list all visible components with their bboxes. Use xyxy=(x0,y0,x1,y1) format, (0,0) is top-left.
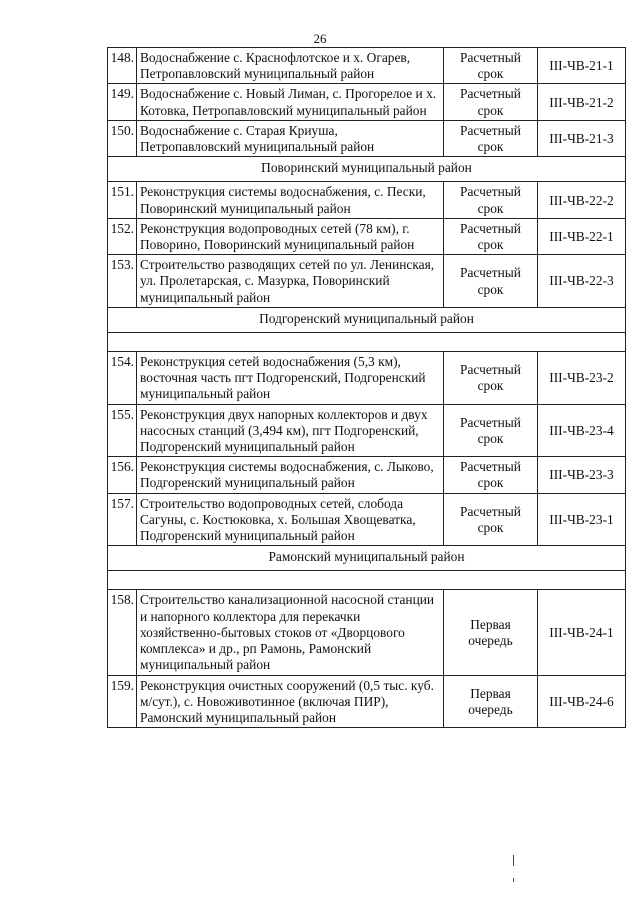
project-code: III-ЧВ-24-6 xyxy=(538,675,626,728)
project-code: III-ЧВ-22-2 xyxy=(538,182,626,218)
project-term-text: Расчетный срок xyxy=(460,265,521,297)
project-name: Водоснабжение с. Краснофлотское и х. Огарев, Петропавловский муниципальный район xyxy=(137,48,444,84)
table-row xyxy=(108,218,626,254)
row-number: 155. xyxy=(108,404,137,457)
project-name: Реконструкция водопроводных сетей (78 км), г. Поворино, Поворинский муниципальный район xyxy=(137,218,444,254)
project-name: Реконструкция сетей водоснабжения (5,3 км), восточная часть пгт Подгоренский, Подгоренский муниципальный район xyxy=(137,352,444,405)
row-number: 149. xyxy=(108,84,137,120)
row-number: 158. xyxy=(108,590,137,675)
table-row xyxy=(108,675,626,728)
project-term xyxy=(444,457,538,493)
project-term-text: Расчетный срок xyxy=(460,184,521,216)
project-term xyxy=(444,493,538,546)
project-term xyxy=(444,590,538,675)
section-title: Подгоренский муниципальный район xyxy=(108,307,626,332)
project-name: Строительство водопроводных сетей, слобода Сагуны, с. Костюковка, х. Большая Хвощеватка, Подгоренский муниципальный район xyxy=(137,493,444,546)
scan-mark xyxy=(513,855,514,866)
table-row xyxy=(108,255,626,308)
project-code: III-ЧВ-23-1 xyxy=(538,493,626,546)
project-term-text: Расчетный срок xyxy=(460,122,521,155)
project-term xyxy=(444,352,538,405)
project-term-text: Расчетный срок xyxy=(460,459,521,491)
project-code: III-ЧВ-23-2 xyxy=(538,352,626,405)
section-title: Рамонский муниципальный район xyxy=(108,546,626,571)
project-name: Реконструкция очистных сооружений (0,5 тыс. куб. м/сут.), с. Новоживотинное (включая ПИР), Рамонский муниципальный район xyxy=(137,675,444,728)
project-term-text: Расчетный срок xyxy=(460,220,521,253)
project-term-text: Расчетный срок xyxy=(460,86,521,118)
project-term-text: Расчетный срок xyxy=(460,50,521,82)
project-term xyxy=(444,120,538,156)
row-number: 151. xyxy=(108,182,137,218)
project-term xyxy=(444,675,538,728)
table-row xyxy=(108,493,626,546)
project-term-text: Первая очередь xyxy=(468,616,513,648)
project-code: III-ЧВ-21-3 xyxy=(538,120,626,156)
table-row xyxy=(108,352,626,405)
page-number: 26 xyxy=(313,31,327,46)
section-title: Поворинский муниципальный район xyxy=(108,157,626,182)
project-term-text: Расчетный срок xyxy=(460,503,521,535)
section-row xyxy=(108,307,626,332)
project-name: Строительство канализационной насосной станции и напорного коллектора для перекачки хозяйственно-бытовых стоков от «Дворцового комплекса» и др., рп Рамонь, Рамонский муниципальный район xyxy=(137,590,444,675)
table-row xyxy=(108,120,626,156)
project-name: Реконструкция системы водоснабжения, с. Пески, Поворинский муниципальный район xyxy=(137,182,444,218)
row-number: 150. xyxy=(108,120,137,156)
empty-row xyxy=(108,571,626,590)
table-row xyxy=(108,457,626,493)
row-number: 152. xyxy=(108,218,137,254)
table-row xyxy=(108,590,626,675)
project-term xyxy=(444,48,538,84)
empty-cell xyxy=(108,333,626,352)
project-name: Реконструкция двух напорных коллекторов и двух насосных станций (3,494 км), пгт Подгоренский, Подгоренский муниципальный район xyxy=(137,404,444,457)
row-number: 156. xyxy=(108,457,137,493)
row-number: 154. xyxy=(108,352,137,405)
project-name: Водоснабжение с. Новый Лиман, с. Прогорелое и х. Котовка, Петропавловский муниципальный район xyxy=(137,84,444,120)
project-term-text: Первая очередь xyxy=(468,685,513,717)
project-code: III-ЧВ-22-3 xyxy=(538,255,626,308)
row-number: 157. xyxy=(108,493,137,546)
project-term xyxy=(444,182,538,218)
project-code: III-ЧВ-22-1 xyxy=(538,218,626,254)
empty-cell xyxy=(108,571,626,590)
table-row xyxy=(108,404,626,457)
section-row xyxy=(108,157,626,182)
project-term-text: Расчетный срок xyxy=(460,362,521,394)
project-term xyxy=(444,84,538,120)
row-number: 148. xyxy=(108,48,137,84)
project-term-text: Расчетный срок xyxy=(460,414,521,446)
project-name: Реконструкция системы водоснабжения, с. Лыково, Подгоренский муниципальный район xyxy=(137,457,444,493)
projects-table xyxy=(107,47,626,728)
project-code: III-ЧВ-24-1 xyxy=(538,590,626,675)
empty-row xyxy=(108,333,626,352)
row-number: 153. xyxy=(108,255,137,308)
project-name: Водоснабжение с. Старая Криуша, Петропавловский муниципальный район xyxy=(137,120,444,156)
project-code: III-ЧВ-23-4 xyxy=(538,404,626,457)
project-term xyxy=(444,404,538,457)
row-number: 159. xyxy=(108,675,137,728)
projects-table-body xyxy=(108,48,626,728)
table-row xyxy=(108,48,626,84)
table-row xyxy=(108,84,626,120)
project-code: III-ЧВ-23-3 xyxy=(538,457,626,493)
project-term xyxy=(444,255,538,308)
table-row xyxy=(108,182,626,218)
project-name: Строительство разводящих сетей по ул. Ленинская, ул. Пролетарская, с. Мазурка, Поворинский муниципальный район xyxy=(137,255,444,308)
scan-mark xyxy=(513,878,514,882)
section-row xyxy=(108,546,626,571)
project-code: III-ЧВ-21-2 xyxy=(538,84,626,120)
project-code: III-ЧВ-21-1 xyxy=(538,48,626,84)
project-term xyxy=(444,218,538,254)
